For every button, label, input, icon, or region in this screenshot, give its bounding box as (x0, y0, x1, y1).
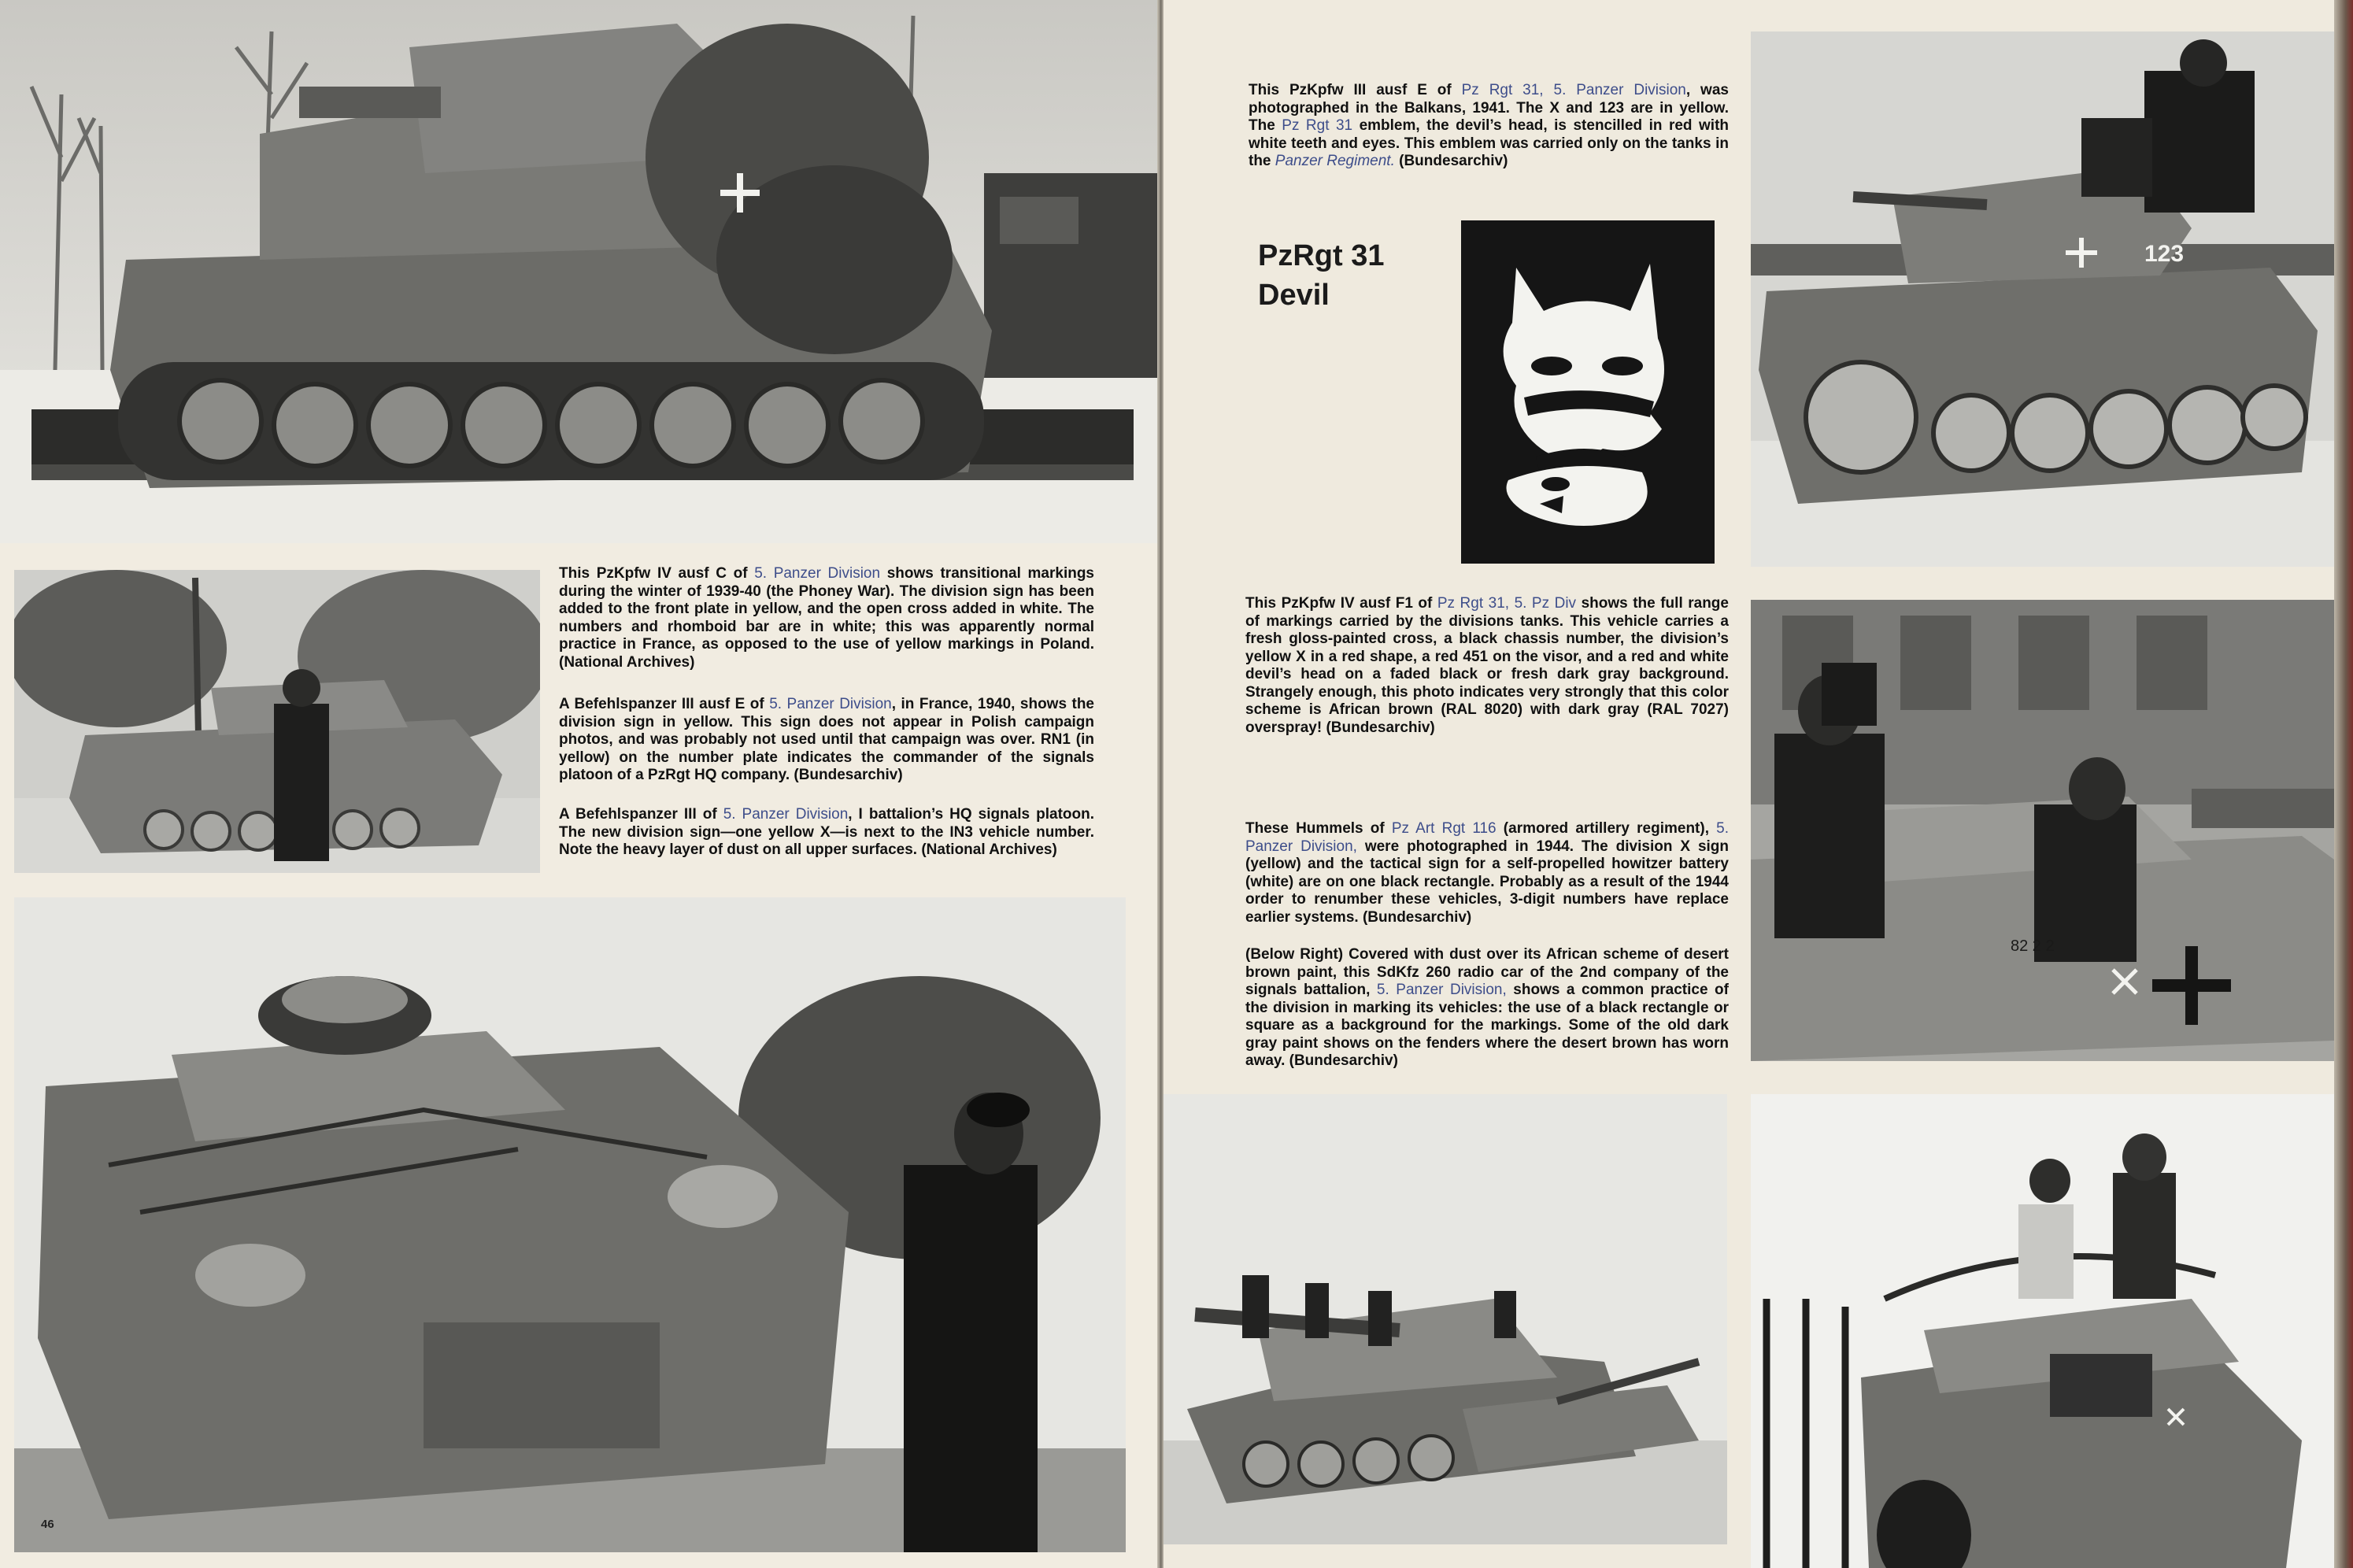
caption-befehlspanzer-iii-ausf-e: A Befehlspanzer III ausf E of 5. Panzer Division, in France, 1940, shows the division sign in yellow. This sign does not appear in Polish campaign photos, and was probably not used until that campaign was over. RN1 (in yellow) on the number plate indicates the commander of the signals platoon of a PzRgt HQ company. (Bundesarchiv) (559, 696, 1094, 783)
caption-hummels: These Hummels of Pz Art Rgt 116 (armored artillery regiment), 5. Panzer Division, were photographed in 1944. The division X sign (yellow) and the tactical sign for a self-propelled howitzer battery (white) are on one black rectangle. Probably as a result of the 1944 order to renumber these vehicles, 3-digit numbers have replace earlier systems. (Bundesarchiv) (1245, 820, 1730, 926)
photo-pzkpfw-iv-railcar (0, 0, 1157, 543)
photo-pzkpfw-iv-ausf-f1 (1751, 600, 2334, 1061)
photo-sdkfz-260-radio-car (1751, 1094, 2334, 1568)
chassis-number: 82 2 2 (2011, 937, 2055, 955)
caption-pzkpfw-iv-ausf-f1: This PzKpfw IV ausf F1 of Pz Rgt 31, 5. Pz Div shows the full range of markings carried by the divisions tanks. This vehicle carries a fresh gloss-painted cross, a black chassis number, the division’s yellow X in a red shape, a red 451 on the visor, and a red and white devil’s head on a faded black or fresh dark gray background. Strangely enough, this photo indicates very strongly that this color scheme is African brown (RAL 8020) with dark gray (RAL 7027) overspray! (Bundesarchiv) (1245, 595, 1729, 736)
emblem-title-line2: Devil (1258, 279, 1330, 312)
caption-befehlspanzer-iii-signals: A Befehlspanzer III of 5. Panzer Division, I battalion’s HQ signals platoon. The new division sign—one yellow X—is next to the IN3 vehicle number. Note the heavy layer of dust on all upper surfaces. (National Archives) (559, 806, 1094, 858)
pzrgt31-devil-emblem (1461, 220, 1715, 564)
caption-pzkpfw-iv-ausf-c: This PzKpfw IV ausf C of 5. Panzer Division shows transitional markings during the winter of 1939-40 (the Phoney War). The division sign has been added to the front plate in yellow, and the open cross added in white. The numbers and rhomboid bar are in white; this was apparently normal practice in France, as opposed to the use of yellow markings in Poland. (National Archives) (559, 565, 1095, 671)
emblem-title (1258, 236, 1384, 315)
right-page (1164, 0, 2353, 1568)
photo-befehlspanzer-iii-signals (14, 897, 1126, 1552)
caption-pzkpfw-iii-ausf-e: This PzKpfw III ausf E of Pz Rgt 31, 5. Panzer Division, was photographed in the Balkans, 1941. The X and 123 are in yellow. The Pz Rgt 31 emblem, the devil’s head, is stencilled in red with white teeth and eyes. This emblem was carried only on the tanks in the Panzer Regiment. (Bundesarchiv) (1249, 82, 1730, 169)
photo-hummels (1164, 1094, 1727, 1544)
page-number: 46 (41, 1518, 54, 1531)
left-page (0, 0, 1157, 1568)
photo-befehlspanzer-iii-france (14, 570, 540, 873)
turret-number-123: 123 (2144, 241, 2185, 267)
book-gutter (1157, 0, 1164, 1568)
book-cover-edge (2334, 0, 2353, 1568)
caption-sdkfz-260: (Below Right) Covered with dust over its African scheme of desert brown paint, this SdKfz 260 radio car of the 2nd company of the signals battalion, 5. Panzer Division, shows a common practice of the division in marking its vehicles: the use of a black rectangle or square as a background for the markings. Some of the old dark gray paint shows on the fenders where the desert brown has worn away. (Bundesarchiv) (1245, 946, 1729, 1069)
emblem-title-line1: PzRgt 31 (1258, 239, 1385, 272)
photo-pzkpfw-iii-123 (1751, 31, 2334, 567)
